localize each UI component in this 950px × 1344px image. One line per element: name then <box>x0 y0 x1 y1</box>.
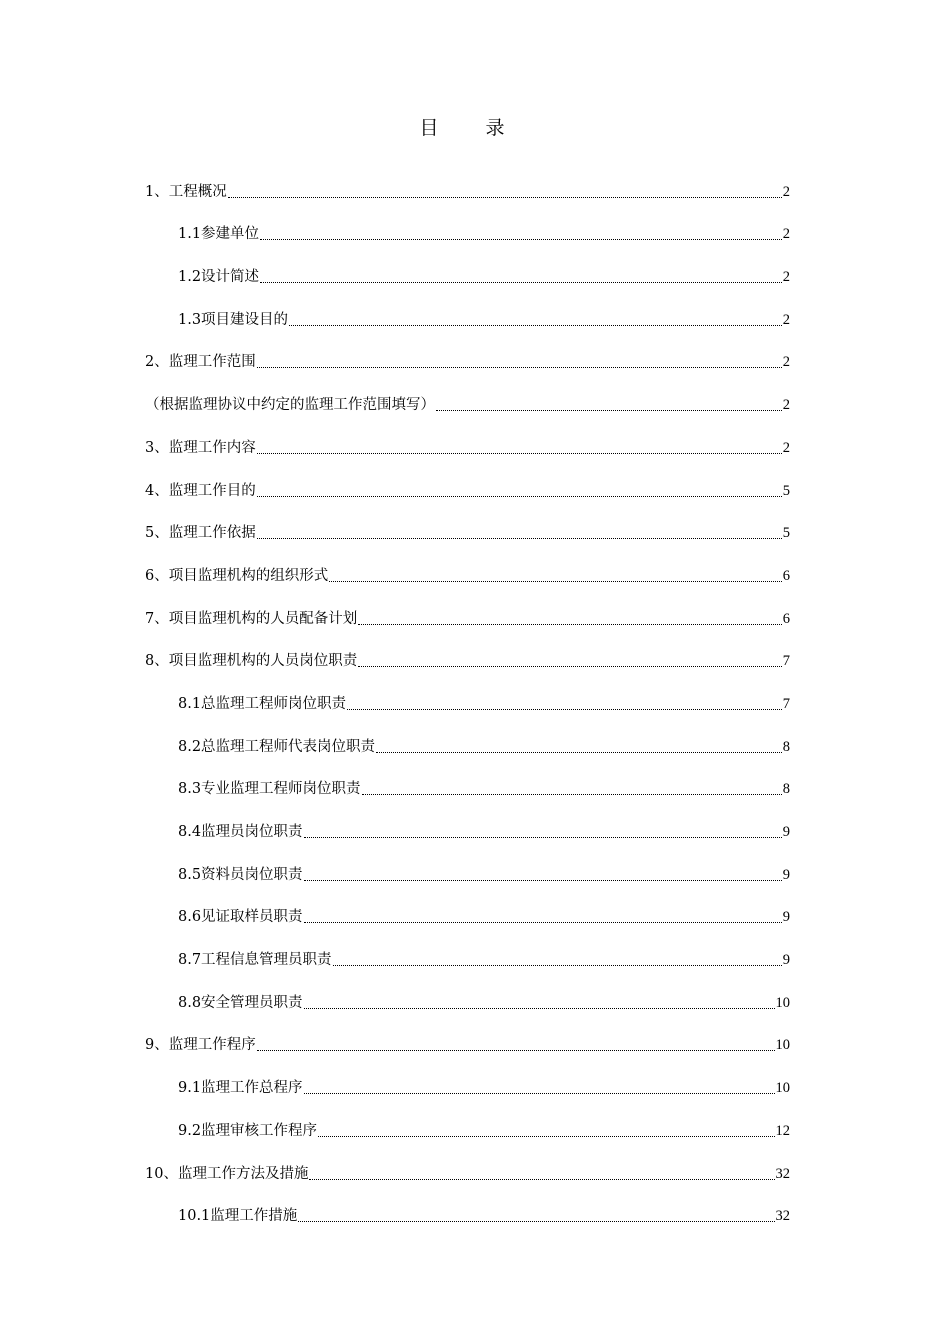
toc-entry-page: 5 <box>782 525 790 542</box>
toc-entry[interactable] <box>145 928 790 971</box>
toc-entry-label: 4、监理工作目的 <box>145 482 256 499</box>
toc-leader-dots <box>257 537 782 539</box>
toc-entry-label: 2、监理工作范围 <box>145 354 256 371</box>
toc-entry-label: 8.2总监理工程师代表岗位职责 <box>178 738 376 755</box>
toc-entry-page: 8 <box>782 781 790 798</box>
toc-entry-page: 2 <box>782 439 790 456</box>
toc-leader-dots <box>362 793 782 795</box>
toc-entry-page: 9 <box>782 909 790 926</box>
toc-leader-dots <box>304 836 782 838</box>
toc-leader-dots <box>298 1220 774 1222</box>
toc-entry-page: 2 <box>782 226 790 243</box>
toc-leader-dots <box>333 964 782 966</box>
toc-leader-dots <box>304 879 782 881</box>
toc-entry-label: 7、项目监理机构的人员配备计划 <box>145 610 358 627</box>
toc-entry-label: 9、监理工作程序 <box>145 1037 256 1054</box>
toc-entry-page: 8 <box>782 738 790 755</box>
toc-leader-dots <box>289 324 782 326</box>
toc-entry-page: 5 <box>782 482 790 499</box>
toc-entry-page: 12 <box>775 1122 790 1139</box>
toc-entry-page: 9 <box>782 866 790 883</box>
toc-entry[interactable] <box>145 800 790 843</box>
toc-entry[interactable] <box>145 1185 790 1228</box>
toc-entry[interactable] <box>145 203 790 246</box>
toc-entry[interactable] <box>145 886 790 929</box>
toc-entry[interactable] <box>145 971 790 1014</box>
toc-entry[interactable] <box>145 672 790 715</box>
toc-entry-label: （根据监理协议中约定的监理工作范围填写） <box>145 397 435 414</box>
toc-entry-page: 6 <box>782 567 790 584</box>
toc-entry-label: 1、工程概况 <box>145 183 227 200</box>
toc-entry[interactable] <box>145 1056 790 1099</box>
toc-entry[interactable] <box>145 373 790 416</box>
toc-entry-label: 8.1总监理工程师岗位职责 <box>178 695 347 712</box>
toc-leader-dots <box>436 409 782 411</box>
toc-entry-label: 5、监理工作依据 <box>145 525 256 542</box>
toc-leader-dots <box>309 1178 774 1180</box>
toc-entry[interactable] <box>145 544 790 587</box>
toc-entry[interactable] <box>145 459 790 502</box>
toc-entry-label: 9.2监理审核工作程序 <box>178 1122 318 1139</box>
toc-leader-dots <box>304 921 782 923</box>
toc-leader-dots <box>347 708 782 710</box>
toc-entry[interactable] <box>145 843 790 886</box>
toc-entry[interactable] <box>145 1142 790 1185</box>
toc-leader-dots <box>318 1135 774 1137</box>
toc-entry[interactable] <box>145 1099 790 1142</box>
toc-entry[interactable] <box>145 1014 790 1057</box>
toc-leader-dots <box>257 495 782 497</box>
toc-leader-dots <box>304 1092 775 1094</box>
toc-entry-page: 10 <box>775 994 790 1011</box>
toc-entry-label: 9.1监理工作总程序 <box>178 1080 303 1097</box>
toc-entry-page: 10 <box>775 1037 790 1054</box>
toc-entry[interactable] <box>145 416 790 459</box>
toc-entry-label: 8.5资料员岗位职责 <box>178 866 303 883</box>
toc-entry-page: 9 <box>782 824 790 840</box>
toc-entry-page: 2 <box>782 354 790 371</box>
toc-leader-dots <box>358 623 782 625</box>
toc-entry-label: 8.8安全管理员职责 <box>178 994 303 1011</box>
toc-entry[interactable] <box>145 715 790 758</box>
toc-entry[interactable] <box>145 160 790 203</box>
toc-entry-page: 32 <box>775 1208 790 1225</box>
toc-entry-label: 8.4监理员岗位职责 <box>178 824 303 840</box>
toc-leader-dots <box>257 366 782 368</box>
toc-entry-page: 32 <box>775 1165 790 1182</box>
toc-leader-dots <box>257 1049 775 1051</box>
toc-title: 目 录 <box>419 117 519 139</box>
toc-leader-dots <box>329 580 782 582</box>
toc-entry-label: 8.6见证取样员职责 <box>178 909 303 926</box>
toc-entry-label: 1.2设计简述 <box>178 269 260 286</box>
toc-entry-page: 6 <box>782 610 790 627</box>
toc-entry-page: 2 <box>782 183 790 200</box>
toc-entry[interactable] <box>145 245 790 288</box>
toc-entry-page: 9 <box>782 952 790 969</box>
toc-entry-label: 1.3项目建设目的 <box>178 311 289 328</box>
toc-entry[interactable] <box>145 758 790 801</box>
toc-list <box>145 160 790 1227</box>
toc-leader-dots <box>304 1007 775 1009</box>
toc-entry[interactable] <box>145 502 790 545</box>
toc-leader-dots <box>376 751 782 753</box>
toc-entry-label: 10、监理工作方法及措施 <box>145 1165 309 1182</box>
toc-entry-page: 2 <box>782 269 790 286</box>
toc-entry-label: 10.1监理工作措施 <box>178 1208 298 1225</box>
toc-entry-page: 2 <box>782 311 790 328</box>
toc-entry-page: 10 <box>775 1080 790 1097</box>
toc-entry[interactable] <box>145 288 790 331</box>
toc-entry-label: 3、监理工作内容 <box>145 439 256 456</box>
toc-leader-dots <box>260 281 782 283</box>
toc-entry-label: 8.7工程信息管理员职责 <box>178 952 332 969</box>
toc-entry-page: 7 <box>782 695 790 712</box>
toc-entry[interactable] <box>145 587 790 630</box>
toc-entry-page: 7 <box>782 653 790 670</box>
toc-leader-dots <box>257 452 782 454</box>
toc-entry-label: 1.1参建单位 <box>178 226 260 243</box>
toc-entry[interactable] <box>145 331 790 374</box>
toc-entry[interactable] <box>145 630 790 673</box>
toc-leader-dots <box>228 196 782 198</box>
toc-leader-dots <box>358 665 782 667</box>
toc-entry-label: 8、项目监理机构的人员岗位职责 <box>145 653 358 670</box>
toc-entry-label: 6、项目监理机构的组织形式 <box>145 567 329 584</box>
toc-entry-label: 8.3专业监理工程师岗位职责 <box>178 781 361 798</box>
toc-entry-page: 2 <box>782 397 790 414</box>
toc-leader-dots <box>260 238 782 240</box>
